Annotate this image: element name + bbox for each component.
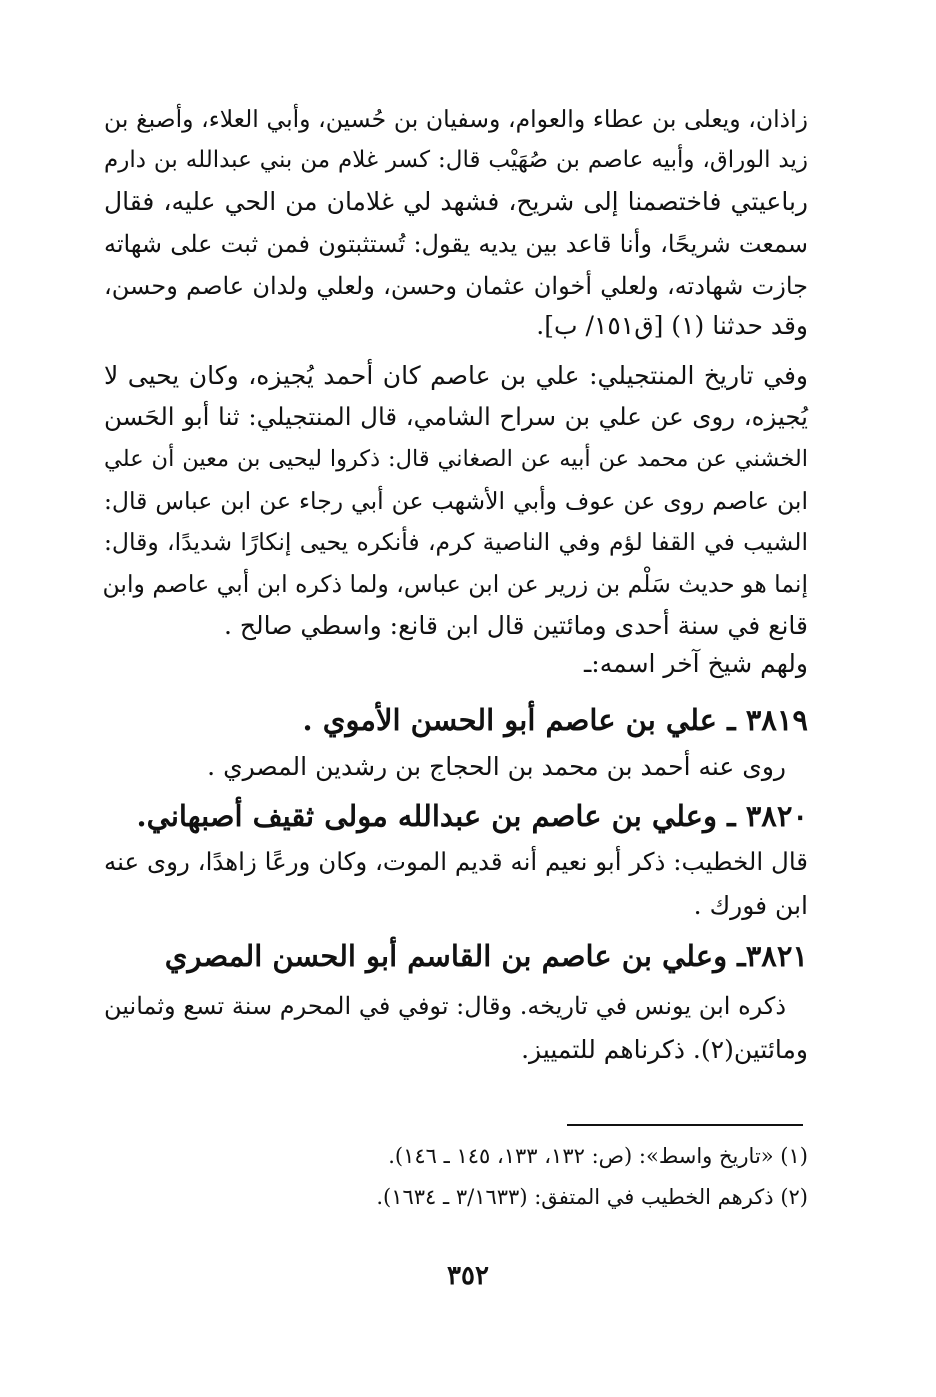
text-line: الشيب في القفا لؤم وفي الناصية كرم، فأنكره يحيى إنكارًا شديدًا، وقال:	[104, 528, 808, 556]
footnote-divider	[567, 1124, 803, 1126]
text-line: رباعيتي فاختصمنا إلى شريح، فشهد لي غلامان من الحي عليه، فقال	[104, 187, 808, 216]
page-number: ٣٥٢	[447, 1261, 489, 1291]
footnote: (٢) ذكرهم الخطيب في المتفق: (٣/١٦٣٣ ـ ١٦٣٤).	[376, 1185, 808, 1209]
text-line: ولهم شيخ آخر اسمه:ـ	[583, 649, 808, 678]
text-line: زيد الوراق، وأبيه عاصم بن صُهَيْب قال: كسر غلام من بني عبدالله بن دارم	[104, 147, 808, 173]
text-line: وقد حدثنا (١) [ق١٥١/ ب].	[536, 311, 808, 340]
entry-text: روى عنه أحمد بن محمد بن الحجاج بن رشدين المصري .	[207, 752, 786, 781]
entry-heading: ٣٨٢١ـ وعلي بن عاصم بن القاسم أبو الحسن المصري	[164, 939, 808, 973]
entry-text: ومائتين(٢). ذكرناهم للتمييز.	[521, 1035, 808, 1064]
text-line: قانع في سنة أحدى ومائتين قال ابن قانع: واسطي صالح .	[223, 611, 808, 640]
text-line: الخشني عن محمد عن أبيه عن الصغاني قال: ذكروا ليحيى بن معين أن علي	[104, 446, 808, 472]
entry-heading: ٣٨٢٠ ـ وعلي بن عاصم بن عبدالله مولى ثقيف أصبهاني.	[136, 799, 808, 833]
text-line: ابن عاصم روى عن عوف وأبي الأشهب عن أبي رجاء عن ابن عباس قال:	[104, 487, 808, 515]
entry-heading: ٣٨١٩ ـ علي بن عاصم أبو الحسن الأموي .	[302, 703, 808, 737]
text-line: يُجيزه، روى عن علي بن سراح الشامي، قال المنتجيلي: ثنا أبو الحَسن	[104, 402, 808, 431]
footnote: (١) «تاريخ واسط»: (ص: ١٣٢، ١٣٣، ١٤٥ ـ ١٤٦).	[388, 1144, 808, 1168]
entry-text: قال الخطيب: ذكر أبو نعيم أنه قديم الموت، وكان ورعًا زاهدًا، روى عنه	[104, 847, 808, 876]
text-line: زاذان، ويعلى بن عطاء والعوام، وسفيان بن حُسين، وأبي العلاء، وأصبغ بن	[104, 105, 809, 133]
text-line: وفي تاريخ المنتجيلي: علي بن عاصم كان أحمد يُجيزه، وكان يحيى لا	[104, 361, 808, 390]
text-line: سمعت شريحًا، وأنا قاعد بين يديه يقول: تُستثبتون فمن ثبت على شهاته	[104, 230, 808, 258]
entry-text: ذكره ابن يونس في تاريخه. وقال: توفي في المحرم سنة تسع وثمانين	[104, 992, 786, 1020]
text-line: إنما هو حديث سَلْم بن زرير عن ابن عباس، ولما ذكره ابن أبي عاصم وابن	[102, 570, 808, 598]
text-line: جازت شهادته، ولعلي أخوان عثمان وحسن، ولعلي ولدان عاصم وحسن،	[104, 272, 808, 300]
entry-text: ابن فورك .	[693, 891, 808, 920]
